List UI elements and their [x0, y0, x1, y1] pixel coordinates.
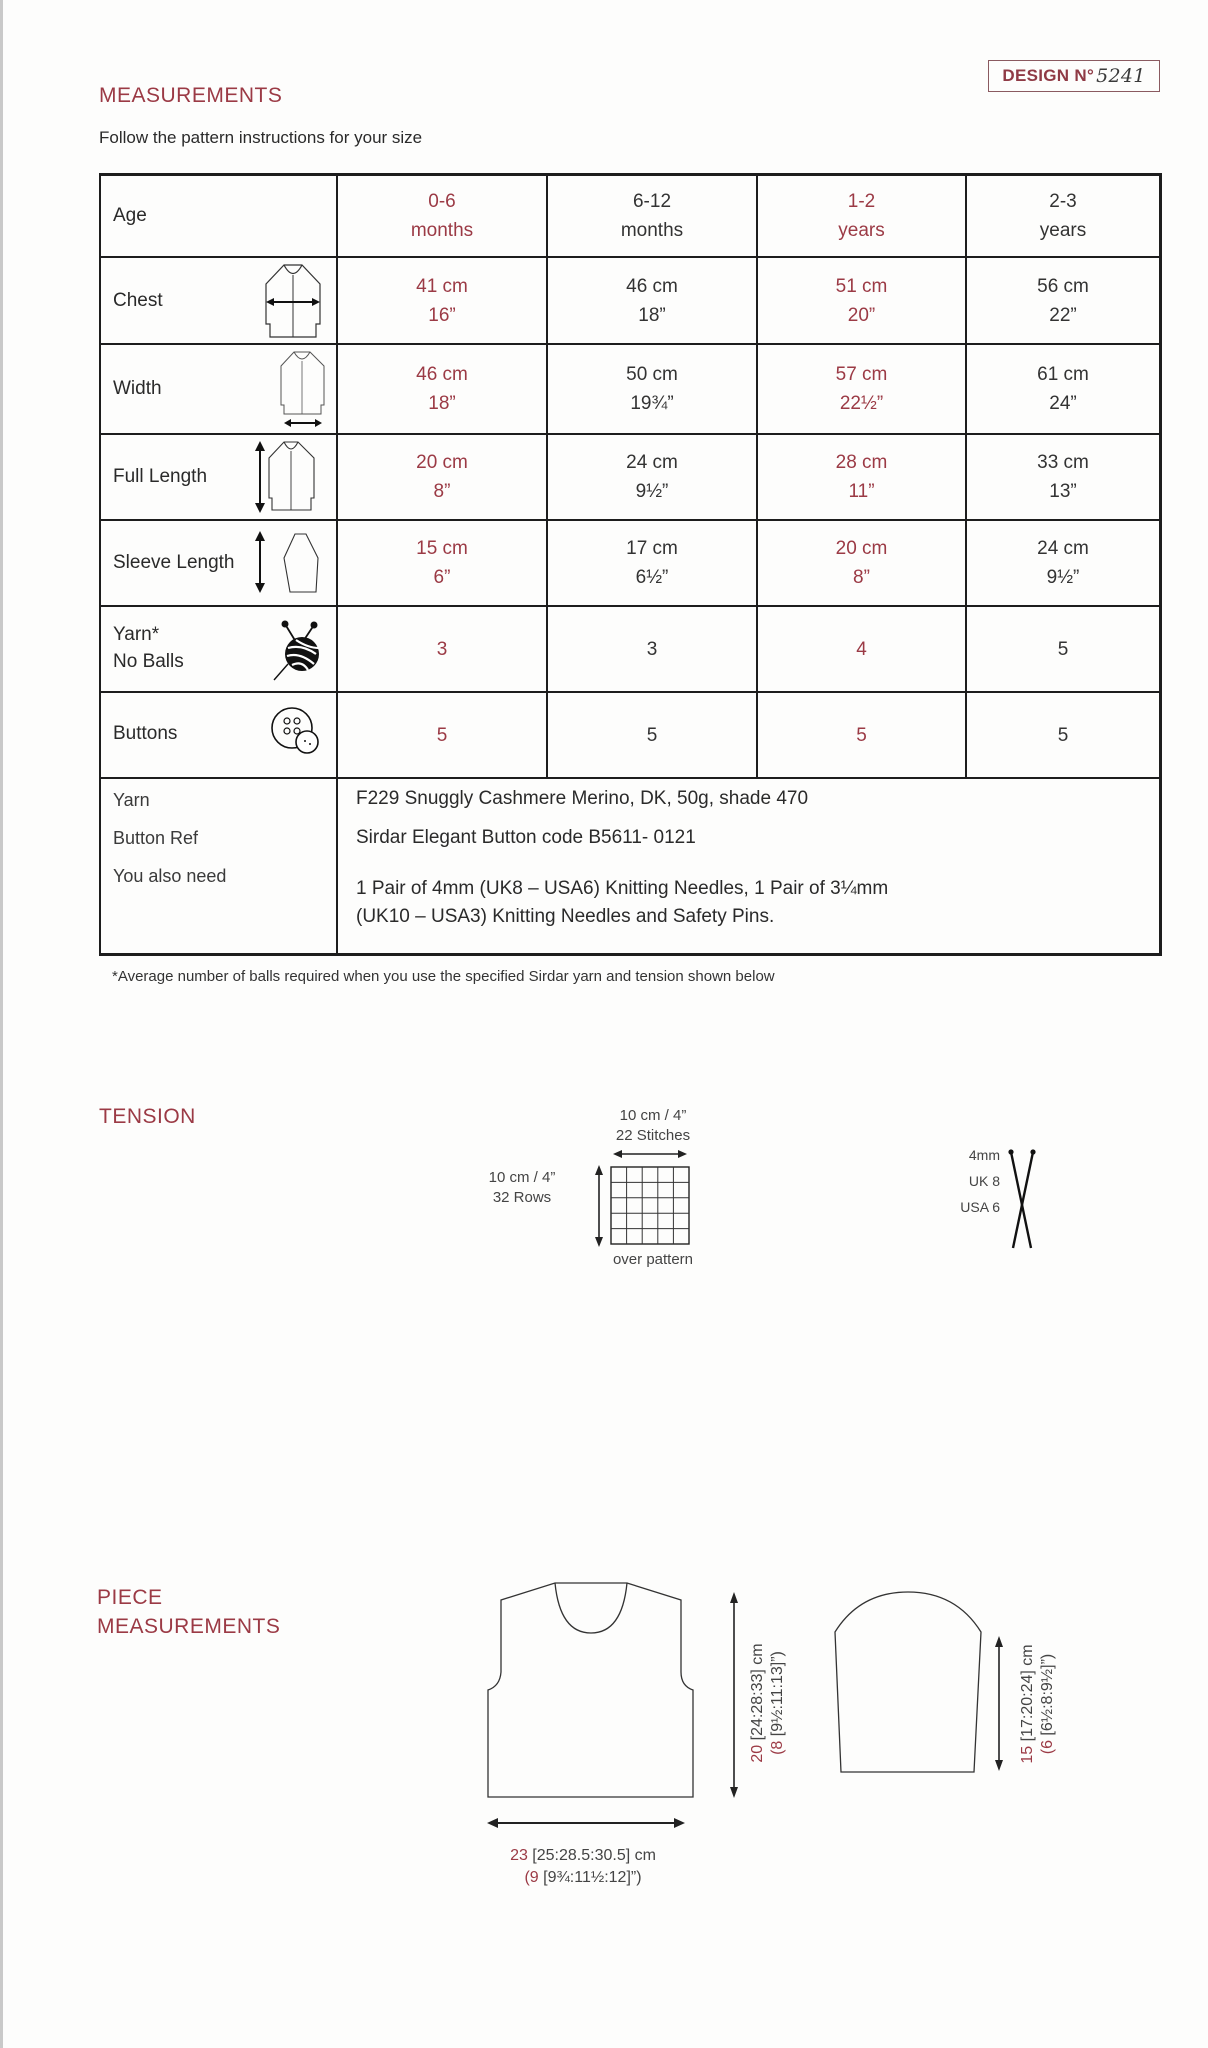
full-length-value: 20 cm 8” — [416, 452, 468, 502]
design-label: DESIGN N° — [1002, 66, 1095, 85]
measurements-title: MEASUREMENTS — [99, 84, 283, 107]
sleeve-length-icon — [254, 530, 328, 596]
footnote: *Average number of balls required when you use the specified Sirdar yarn and tension shown below — [112, 968, 775, 985]
sleeve-length-value: 20 cm 8” — [835, 538, 888, 588]
buttons-value: 5 — [856, 724, 867, 746]
width-value: 46 cm 18” — [416, 364, 468, 414]
buttons-value: 5 — [436, 724, 448, 746]
full-length-value: 24 cm 9½” — [626, 452, 678, 502]
row-label-sleeve-length: Sleeve Length — [113, 552, 235, 573]
age-label: Age — [113, 205, 147, 226]
size-column-header[interactable]: 0-6 months — [410, 191, 474, 241]
chest-value: 41 cm 16” — [416, 275, 468, 326]
yarn-balls-value: 3 — [646, 638, 658, 660]
width-value: 57 cm 22½” — [835, 364, 888, 414]
yarn-balls-value: 5 — [1057, 638, 1069, 660]
sleeve-length-label: 15 [17:20:24] cm (6 [6½:8:9½]”) — [1019, 1644, 1056, 1764]
tension-width-label: 10 cm / 4” 22 Stitches — [615, 1107, 691, 1144]
materials-yarn-label: Yarn — [113, 790, 150, 810]
needle-size-labels: 4mm UK 8 USA 6 — [960, 1147, 1000, 1215]
yarn-ball-icon — [272, 620, 324, 682]
size-column-header[interactable]: 2-3 years — [1039, 191, 1087, 241]
width-value: 50 cm 19¾” — [626, 364, 678, 414]
chest-value: 46 cm 18” — [626, 275, 678, 326]
design-number: 5241 — [1096, 65, 1146, 87]
materials-yarn-value: F229 Snuggly Cashmere Merino, DK, 50g, shade 470 — [356, 788, 809, 809]
yarn-balls-value: 3 — [436, 638, 448, 660]
body-height-label: 20 [24:28:33] cm (8 [9½:11:13]”) — [749, 1643, 786, 1763]
tension-height-label: 10 cm / 4” 32 Rows — [488, 1169, 556, 1206]
tension-swatch-diagram — [585, 1145, 695, 1250]
knitting-needles-icon — [1005, 1148, 1039, 1252]
full-length-value: 28 cm 11” — [835, 452, 888, 502]
size-column-header[interactable]: 1-2 years — [838, 191, 885, 241]
materials-also-value-1: 1 Pair of 4mm (UK8 – USA6) Knitting Needles, 1 Pair of 3¼mm — [356, 878, 889, 899]
yarn-balls-value: 4 — [856, 638, 867, 660]
materials-also-value-2: (UK10 – USA3) Knitting Needles and Safety Pins. — [356, 906, 775, 927]
tension-title: TENSION — [99, 1105, 196, 1128]
cardigan-length-icon — [252, 440, 328, 514]
tension-over-pattern: over pattern — [612, 1251, 694, 1268]
cardigan-width-icon — [276, 350, 330, 430]
row-label-chest: Chest — [113, 290, 163, 311]
sleeve-length-value: 15 cm 6” — [416, 538, 468, 588]
buttons-value: 5 — [646, 724, 658, 746]
materials-also-label: You also need — [113, 866, 227, 886]
body-width-label: 23 [25:28.5:30.5] cm (9 [9¾:11½:12]”) — [510, 1847, 656, 1886]
row-label-width: Width — [113, 378, 162, 399]
buttons-value: 5 — [1057, 724, 1069, 746]
cardigan-chest-icon — [264, 262, 326, 340]
row-label-buttons: Buttons — [113, 723, 178, 744]
button-icon — [270, 704, 322, 758]
size-column-header[interactable]: 6-12 months — [620, 191, 684, 241]
sleeve-length-value: 17 cm 6½” — [626, 538, 678, 588]
subtitle: Follow the pattern instructions for your size — [99, 128, 423, 147]
piece-measurements-title: PIECE MEASUREMENTS — [97, 1586, 281, 1638]
full-length-value: 33 cm 13” — [1037, 452, 1089, 502]
sleeve-length-value: 24 cm 9½” — [1037, 538, 1089, 588]
row-label-yarn: Yarn* No Balls — [113, 624, 184, 672]
chest-value: 56 cm 22” — [1037, 275, 1089, 326]
materials-button-label: Button Ref — [113, 828, 199, 848]
width-value: 61 cm 24” — [1037, 364, 1089, 414]
materials-button-value: Sirdar Elegant Button code B5611- 0121 — [356, 827, 696, 848]
chest-value: 51 cm 20” — [835, 275, 888, 326]
row-label-full-length: Full Length — [113, 466, 208, 487]
measurements-table — [0, 0, 1208, 1000]
